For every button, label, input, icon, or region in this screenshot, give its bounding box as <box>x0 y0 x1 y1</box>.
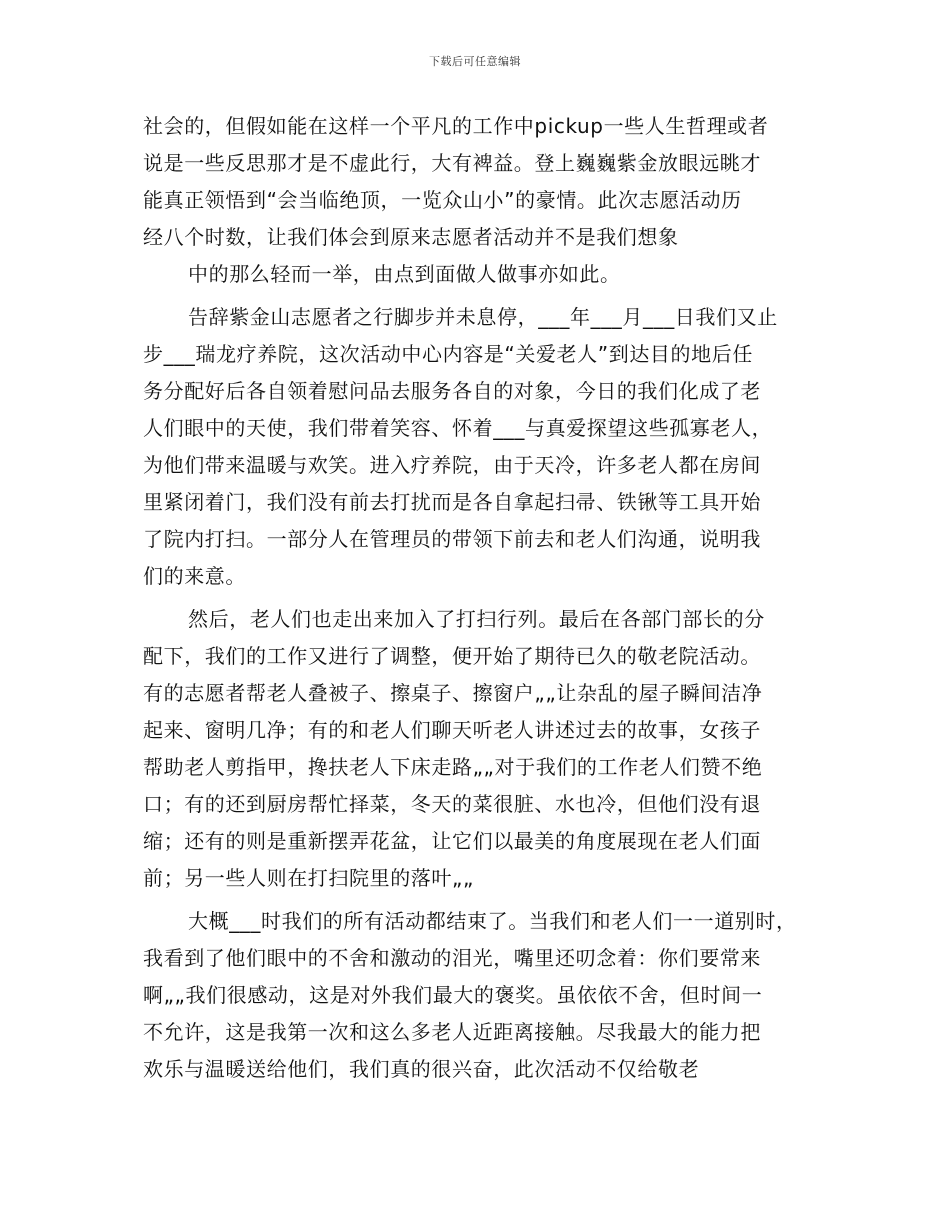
paragraph <box>143 601 833 897</box>
text-line: 帮助老人剪指甲，搀扶老人下床走路„„对于我们的工作老人们赞不绝 <box>143 755 763 779</box>
text-line: 经八个时数，让我们体会到原来志愿者活动并不是我们想象 <box>143 225 679 249</box>
text-line: 缩；还有的则是重新摆弄花盆，让它们以最美的角度展现在老人们面 <box>143 829 761 853</box>
text-line: 不允许，这是我第一次和这么多老人近距离接触。尽我最大的能力把 <box>143 1020 761 1044</box>
text-line: 人们眼中的天使，我们带着笑容、怀着___与真爱探望这些孤寡老人， <box>143 416 773 440</box>
text-line: 然后，老人们也走出来加入了打扫行列。最后在各部门部长的分 <box>188 607 765 631</box>
text-line: 了院内打扫。一部分人在管理员的带领下前去和老人们沟通，说明我 <box>143 527 761 551</box>
paragraph <box>143 903 833 1088</box>
text-line: 大概___时我们的所有活动都结束了。当我们和老人们一一道别时， <box>188 909 797 933</box>
page-header: 下载后可任意编辑 <box>429 55 521 68</box>
text-line: 起来、窗明几净；有的和老人们聊天听老人讲述过去的故事，女孩子 <box>143 718 761 742</box>
text-line: 务分配好后各自领着慰问品去服务各自的对象，今日的我们化成了老 <box>143 379 761 403</box>
text-line: 啊„„我们很感动，这是对外我们最大的褒奖。虽依依不舍，但时间一 <box>143 983 763 1007</box>
text-line: 步___瑞龙疗养院，这次活动中心内容是“关爱老人”到达目的地后任 <box>143 342 753 366</box>
text-line: 口；有的还到厨房帮忙择菜，冬天的菜很脏、水也冷，但他们没有退 <box>143 792 761 816</box>
text-line: 有的志愿者帮老人叠被子、擦桌子、擦窗户„„让杂乱的屋子瞬间洁净 <box>143 681 763 705</box>
body-text <box>143 108 833 1088</box>
text-line: 们的来意。 <box>143 564 246 588</box>
text-line: 配下，我们的工作又进行了调整，便开始了期待已久的敬老院活动。 <box>143 644 761 668</box>
text-line: 为他们带来温暖与欢笑。进入疗养院，由于天冷，许多老人都在房间 <box>143 453 761 477</box>
paragraph <box>143 108 833 256</box>
text-line: 说是一些反思那才是不虚此行，大有裨益。登上巍巍紫金放眼远眺才 <box>143 151 761 175</box>
text-line: 能真正领悟到“会当临绝顶，一览众山小”的豪情。此次志愿活动历 <box>143 188 742 212</box>
text-line: 社会的，但假如能在这样一个平凡的工作中pickup一些人生哲理或者 <box>143 114 769 138</box>
text-line: 中的那么轻而一举，由点到面做人做事亦如此。 <box>188 262 621 286</box>
text-line: 我看到了他们眼中的不舍和激动的泪光，嘴里还叨念着：你们要常来 <box>143 946 761 970</box>
paragraph <box>143 256 833 293</box>
text-line: 里紧闭着门，我们没有前去打扰而是各自拿起扫帚、铁锹等工具开始 <box>143 490 761 514</box>
paragraph <box>143 299 833 595</box>
text-line: 前；另一些人则在打扫院里的落叶„„ <box>143 866 474 890</box>
text-line: 告辞紫金山志愿者之行脚步并未息停，___年___月___日我们又止 <box>188 305 778 329</box>
text-line: 欢乐与温暖送给他们，我们真的很兴奋，此次活动不仅给敬老 <box>143 1057 700 1081</box>
